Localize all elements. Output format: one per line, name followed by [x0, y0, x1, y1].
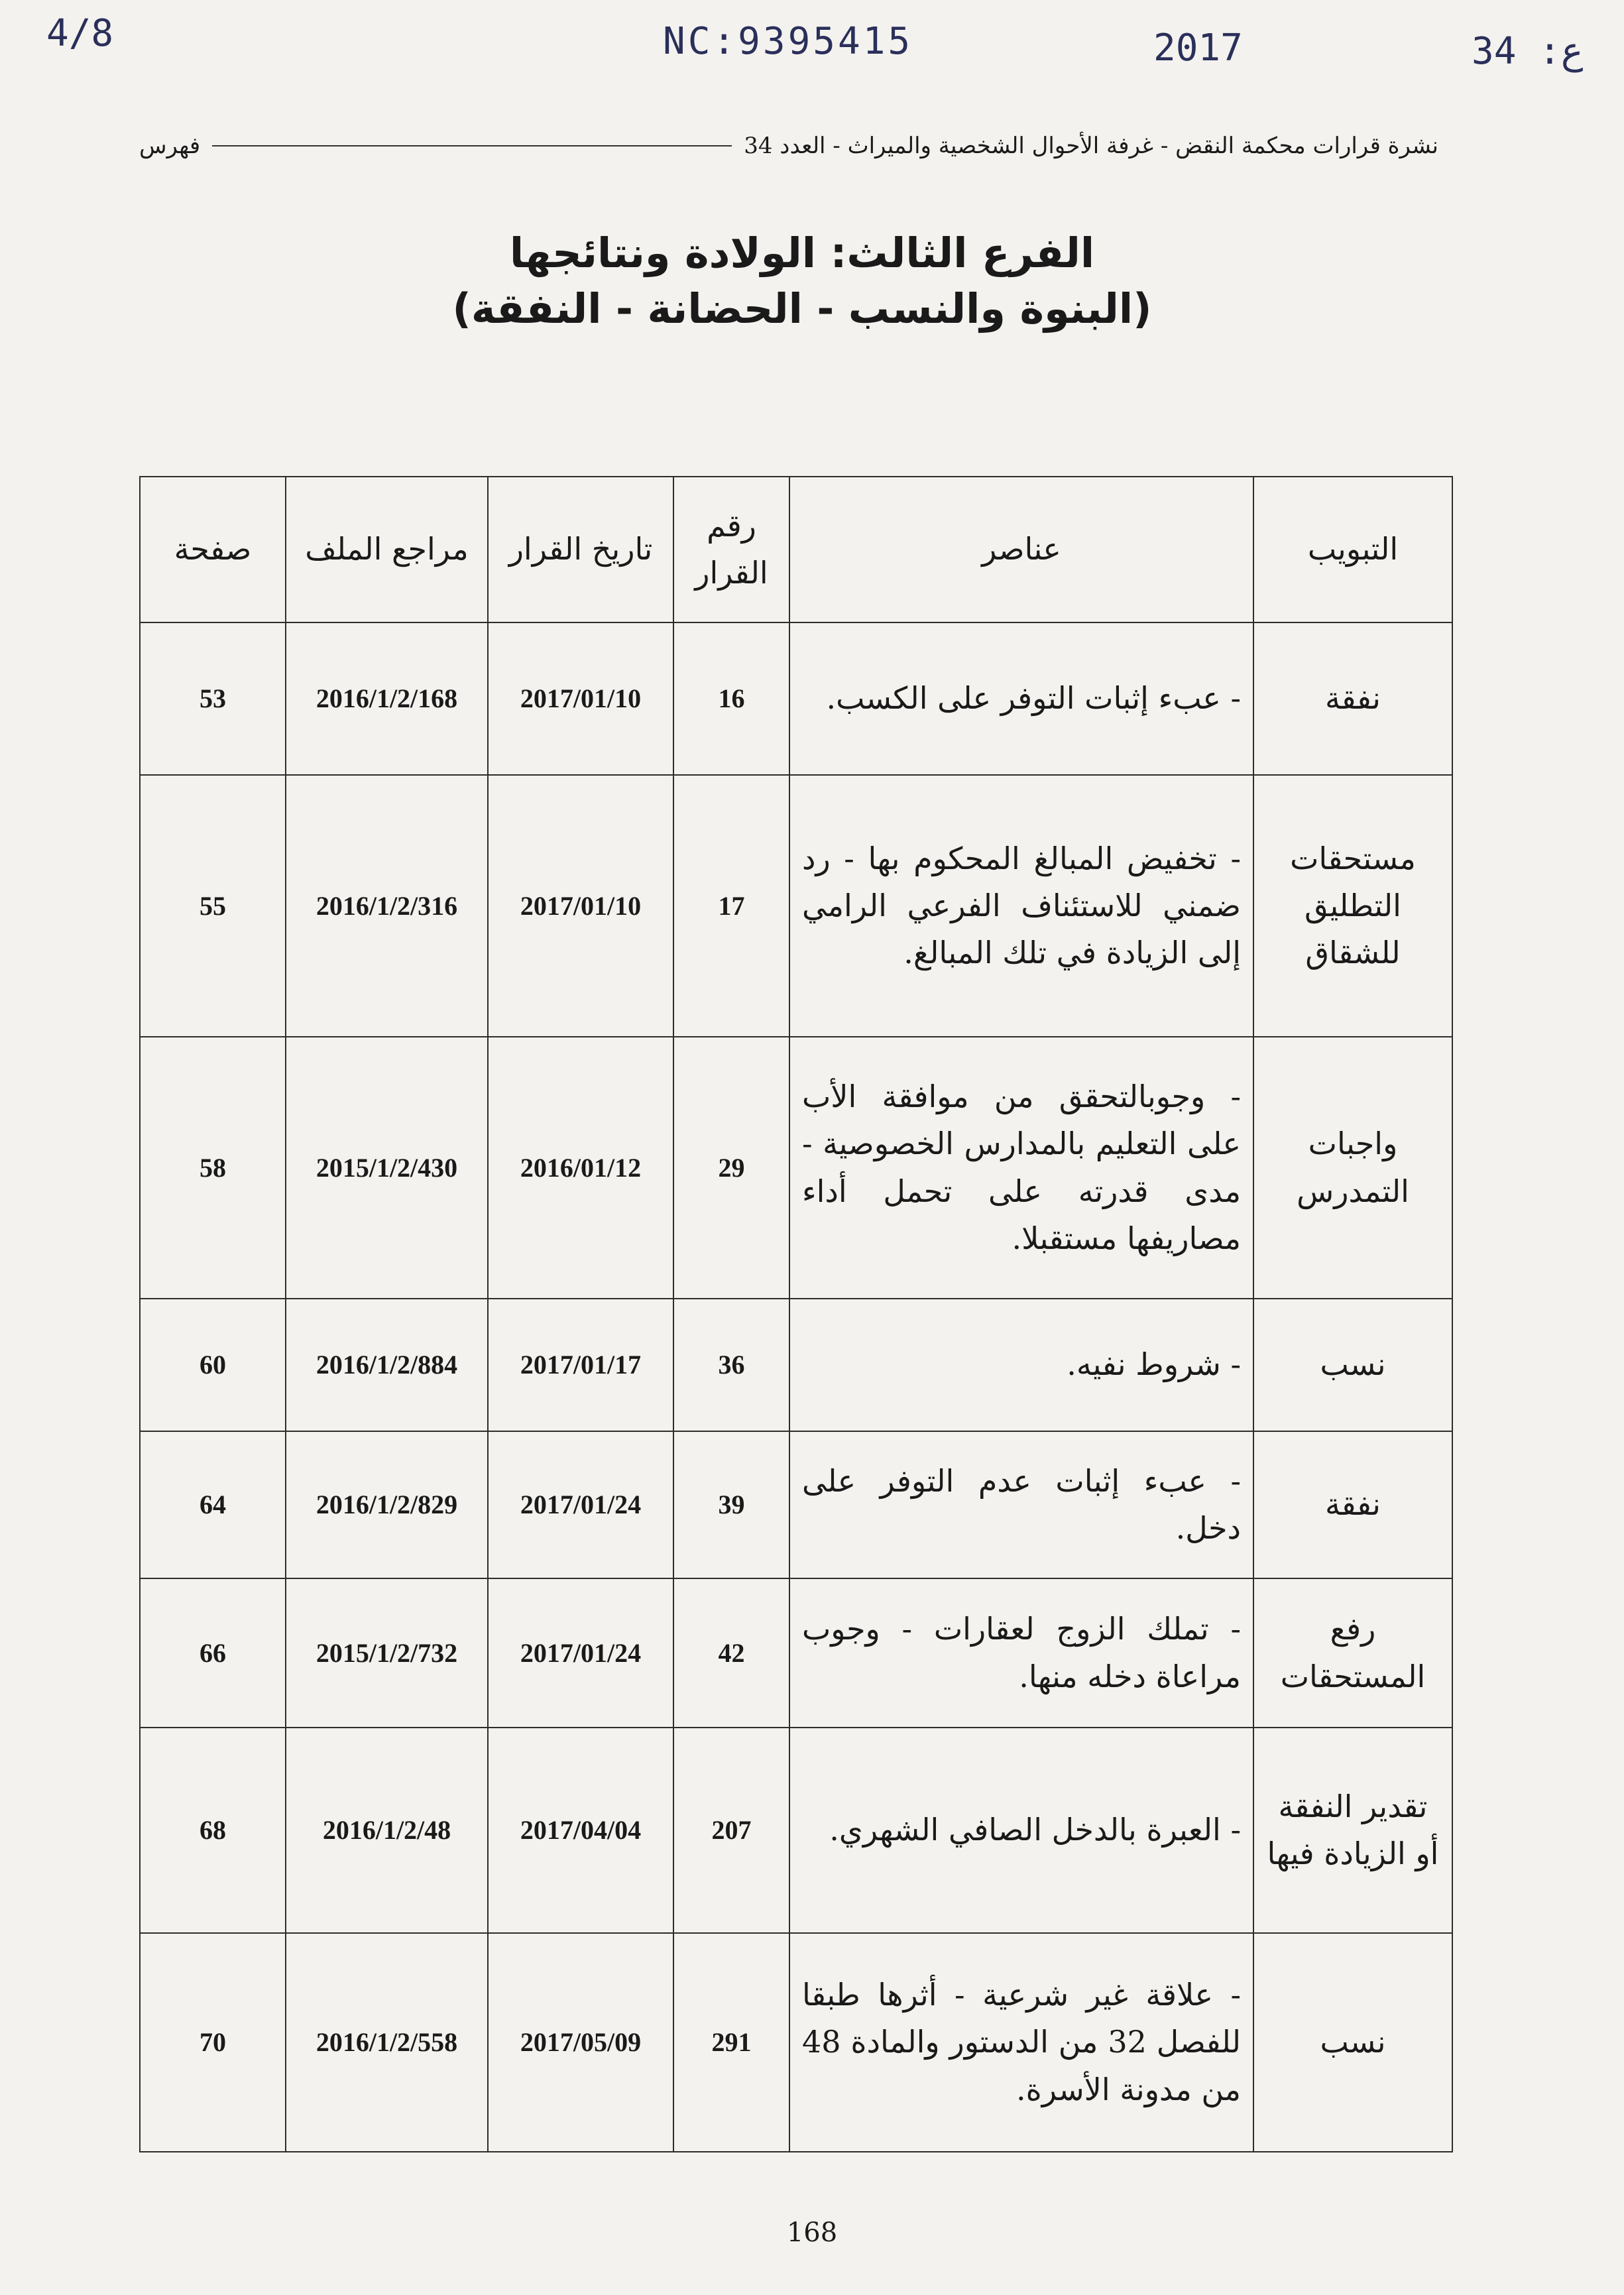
cell-category: نفقة	[1253, 1431, 1452, 1578]
cell-elements: - تملك الزوج لعقارات - وجوب مراعاة دخله منها.	[789, 1578, 1253, 1728]
table-row	[140, 1431, 1452, 1578]
cell-category: رفع المستحقات	[1253, 1578, 1452, 1728]
table-row	[140, 1299, 1452, 1431]
cell-file-reference: 2016/1/2/558	[286, 1933, 488, 2152]
cell-category: نفقة	[1253, 622, 1452, 775]
cell-decision-date: 2017/01/24	[488, 1431, 673, 1578]
cell-page: 55	[140, 775, 286, 1037]
section-title	[139, 225, 1465, 336]
cell-file-reference: 2015/1/2/430	[286, 1037, 488, 1299]
cell-file-reference: 2015/1/2/732	[286, 1578, 488, 1728]
running-header	[139, 133, 1438, 159]
cell-file-reference: 2016/1/2/316	[286, 775, 488, 1037]
cell-page: 60	[140, 1299, 286, 1431]
table-row	[140, 1728, 1452, 1933]
section-title-line1: الفرع الثالث: الولادة ونتائجها	[509, 229, 1095, 277]
cell-decision-number: 29	[673, 1037, 789, 1299]
header-category: التبويب	[1253, 477, 1452, 622]
table-row	[140, 1933, 1452, 2152]
running-header-label: فهرس	[139, 133, 201, 159]
cell-category: مستحقات التطليق للشقاق	[1253, 775, 1452, 1037]
cell-elements: - عبء إثبات عدم التوفر على دخل.	[789, 1431, 1253, 1578]
cell-elements: - علاقة غير شرعية - أثرها طبقا للفصل 32 من الدستور والمادة 48 من مدونة الأسرة.	[789, 1933, 1253, 2152]
handwritten-issue-mark: 34 :ع	[1472, 30, 1584, 73]
cell-page: 58	[140, 1037, 286, 1299]
cell-file-reference: 2016/1/2/829	[286, 1431, 488, 1578]
cell-decision-number: 36	[673, 1299, 789, 1431]
section-title-line2: (البنوة والنسب - الحضانة - النفقة)	[452, 284, 1152, 333]
table-header-row	[140, 477, 1452, 622]
cell-decision-date: 2017/05/09	[488, 1933, 673, 2152]
cell-elements: - عبء إثبات التوفر على الكسب.	[789, 622, 1253, 775]
cell-decision-date: 2017/04/04	[488, 1728, 673, 1933]
table-row	[140, 622, 1452, 775]
cell-category: نسب	[1253, 1933, 1452, 2152]
cell-decision-number: 42	[673, 1578, 789, 1728]
table-row	[140, 775, 1452, 1037]
table-row	[140, 1037, 1452, 1299]
handwritten-note-left: 4/8	[46, 12, 114, 55]
index-table	[139, 476, 1453, 2152]
cell-decision-number: 291	[673, 1933, 789, 2152]
cell-file-reference: 2016/1/2/168	[286, 622, 488, 775]
cell-file-reference: 2016/1/2/48	[286, 1728, 488, 1933]
header-decision-number: رقم القرار	[673, 477, 789, 622]
cell-decision-date: 2017/01/10	[488, 622, 673, 775]
cell-decision-number: 17	[673, 775, 789, 1037]
cell-elements: - العبرة بالدخل الصافي الشهري.	[789, 1728, 1253, 1933]
handwritten-reference-code: NC:9395415	[663, 20, 913, 63]
cell-page: 68	[140, 1728, 286, 1933]
cell-elements: - شروط نفيه.	[789, 1299, 1253, 1431]
running-header-title: نشرة قرارات محكمة النقض - غرفة الأحوال الشخصية والميراث - العدد 34	[744, 133, 1438, 159]
table-row	[140, 1578, 1452, 1728]
cell-decision-number: 16	[673, 622, 789, 775]
cell-file-reference: 2016/1/2/884	[286, 1299, 488, 1431]
cell-page: 66	[140, 1578, 286, 1728]
cell-page: 64	[140, 1431, 286, 1578]
handwritten-year: 2017	[1153, 27, 1243, 70]
cell-page: 70	[140, 1933, 286, 2152]
cell-page: 53	[140, 622, 286, 775]
cell-category: واجبات التمدرس	[1253, 1037, 1452, 1299]
cell-decision-date: 2017/01/24	[488, 1578, 673, 1728]
cell-category: تقدير النفقة أو الزيادة فيها	[1253, 1728, 1452, 1933]
header-file-reference: مراجع الملف	[286, 477, 488, 622]
header-elements: عناصر	[789, 477, 1253, 622]
cell-elements: - وجوبالتحقق من موافقة الأب على التعليم بالمدارس الخصوصية - مدى قدرته على تحمل أداء مصاريفها مستقبلا.	[789, 1037, 1253, 1299]
header-decision-date: تاريخ القرار	[488, 477, 673, 622]
cell-category: نسب	[1253, 1299, 1452, 1431]
page-number: 168	[786, 2217, 838, 2248]
header-rule	[212, 145, 732, 147]
cell-decision-date: 2017/01/10	[488, 775, 673, 1037]
cell-decision-date: 2017/01/17	[488, 1299, 673, 1431]
cell-decision-number: 207	[673, 1728, 789, 1933]
cell-elements: - تخفيض المبالغ المحكوم بها - رد ضمني للاستئناف الفرعي الرامي إلى الزيادة في تلك المبالغ.	[789, 775, 1253, 1037]
header-page: صفحة	[140, 477, 286, 622]
cell-decision-date: 2016/01/12	[488, 1037, 673, 1299]
cell-decision-number: 39	[673, 1431, 789, 1578]
